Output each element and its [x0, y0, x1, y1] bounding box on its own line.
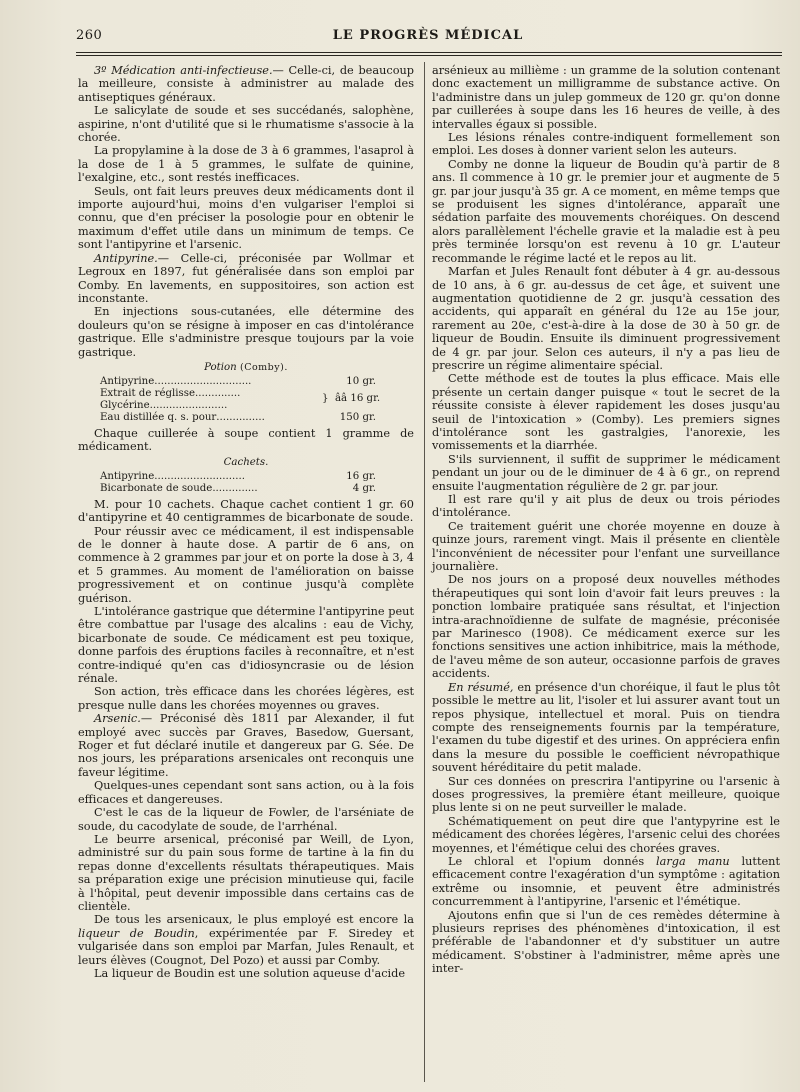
recipe-title: Cachets.: [223, 456, 269, 468]
paragraph: Chaque cuillerée à soupe contient 1 gramme de médicament.: [78, 426, 414, 454]
paragraph-text: — Préconisé dès 1811 par Alexander, il fut employé avec succès par Graves, Basedow, Guersant, Roger et fut déclaré inutile et dangereux par G. Sée. De nos jours, les préparations arsenicales ont reconquis une faveur légitime.: [78, 712, 414, 779]
section-heading: 3º Médication anti-infectieuse.: [94, 64, 273, 77]
journal-title: LE PROGRÈS MÉDICAL: [332, 28, 524, 43]
paragraph: Schématiquement on peut dire que l'antypyrine est le médicament des chorées légères, l'arsenic celui des chorées moyennes, et l'émétique celui des chorées graves.: [432, 814, 780, 855]
paragraph: Le salicylate de soude et ses succédanés, salophène, aspirine, n'ont d'utilité que si le rhumatisme s'associe à la chorée.: [78, 104, 414, 145]
paragraph: [432, 681, 780, 775]
paragraph-text: Le chloral et l'opium donnés: [448, 854, 657, 868]
section-heading: Antipyrine.: [94, 251, 158, 265]
recipe-row: Eau distillée q. s. pour............... 150 gr.: [100, 411, 376, 423]
paragraph: Les lésions rénales contre-indiquent formellement son emploi. Les doses à donner varient selon les auteurs.: [432, 131, 780, 158]
paragraph: Ce traitement guérit une chorée moyenne en douze à quinze jours, rarement vingt. Mais il présente en clientèle l'inconvénient de nécessiter pour l'enfant une surveillance journalière.: [432, 519, 780, 574]
paragraph: Il est rare qu'il y ait plus de deux ou trois périodes d'intolérance.: [432, 493, 780, 520]
recipe-title: [78, 362, 414, 374]
ingredient-qty: } ââ 16 gr.: [322, 392, 381, 404]
header-rule-thin: [76, 55, 782, 56]
paragraph: Cette méthode est de toutes la plus efficace. Mais elle présente un certain danger puisque « tout le secret de la réussite consiste à élever rapidement les doses jusqu'au seuil de l'intoxication » (Comby). Les premiers signes d'intolérance sont les gastralgies, l'anorexie, les vomissements et la diarrhée.: [432, 372, 780, 453]
paragraph: Sur ces données on prescrira l'antipyrine ou l'arsenic à doses progressives, la première étant meilleure, quoique plus lente si on ne peut surveiller le malade.: [432, 774, 780, 815]
italic-term: larga manu: [656, 854, 730, 868]
paragraph-text: luttent efficacement contre l'exagération d'un symptôme : agitation extrême ou insomnie, et peuvent être administrés concurremment à l'antipyrine, l'arsenic et l'émétique.: [432, 854, 780, 909]
paragraph: De nos jours on a proposé deux nouvelles méthodes thérapeutiques qui sont loin d'avoir fait leurs preuves : la ponction lombaire pratiquée sans résultat, et l'injection intra-arachnoïdienne de sulfate de magnésie, préconisée par Marinesco (1908). Ce médicament exerce sur les fonctions sensitives une action inhibitrice, mais la méthode, de l'aveu même de son auteur, occasionne parfois de graves accidents.: [432, 573, 780, 681]
paragraph-text: De tous les arsenicaux, le plus employé est encore la: [94, 913, 414, 927]
page-number: 260: [76, 28, 103, 43]
paragraph: [78, 252, 414, 306]
ingredient-qty: 16 gr.: [346, 470, 376, 482]
paragraph-text: en présence d'un choréique, il faut le plus tôt possible le mettre au lit, l'isoler et lui assurer avant tout un repos physique, intellectuel et moral. Puis on tiendra compte des renseignements fournis par la température, l'examen du tube digestif et des urines. On appréciera enfin dans la mesure du possible le coefficient névropathique souvent héréditaire du petit malade.: [432, 680, 780, 775]
ingredient-name: Extrait de réglisse: [100, 387, 196, 399]
paragraph: arsénieux au millième : un gramme de la solution contenant donc exactement un milligramme de substance active. On l'administre dans un julep gommeux de 120 gr. qu'on donne par cuillerées à soupe dans les 16 heures de veille, à des intervalles égaux si possible.: [432, 64, 780, 131]
ingredient-name: Eau distillée q. s. pour: [100, 411, 217, 423]
paragraph: [78, 64, 414, 104]
paragraph: Son action, très efficace dans les chorées légères, est presque nulle dans les chorées moyennes ou graves.: [78, 685, 414, 712]
ingredient-qty: 10 gr.: [346, 375, 376, 387]
paragraph: M. pour 10 cachets. Chaque cachet contient 1 gr. 60 d'antipyrine et 40 centigrammes de bicarbonate de soude.: [78, 497, 414, 525]
recipe-row: Antipyrine.............................. 10 gr.: [100, 375, 376, 387]
paragraph: Pour réussir avec ce médicament, il est indispensable de le donner à haute dose. A partir de 6 ans, on commence à 2 grammes par jour et on porte la dose à 3, 4 et 5 grammes. Au moment de l'amélioration on baisse progressivement et on continue jusqu'à complète guérison.: [78, 524, 414, 605]
header-rule: [76, 52, 782, 53]
recipe-row: Antipyrine............................ 16 gr.: [100, 470, 376, 482]
paragraph: Seuls, ont fait leurs preuves deux médicaments dont il importe aujourd'hui, moins d'en vulgariser l'emploi si connu, que d'en préciser la posologie pour en obtenir le maximum d'effet utile dans un minimum de temps. Ce sont l'antipyrine et l'arsenic.: [78, 184, 414, 252]
paragraph: [78, 712, 414, 779]
column-divider: [424, 62, 425, 1082]
paragraph-text: — Celle-ci, de beaucoup la meilleure, consiste à administrer au malade des antiseptiques généraux.: [78, 64, 415, 104]
paragraph-text: , expérimentée par F. Siredey et vulgarisée dans son emploi par Marfan, Jules Renault, et leurs élèves (Cougnot, Del Pozo) et aussi par Comby.: [78, 926, 414, 967]
paragraph: Marfan et Jules Renault font débuter à 4 gr. au-dessous de 10 ans, à 6 gr. au-dessus de cet âge, et suivent une augmentation quotidienne de 2 gr. jusqu'à cessation des accidents, qui apparaît en général du 12e au 15e jour, rarement au 20e, c'est-à-dire à la dose de 30 à 50 gr. de liqueur de Boudin. Ensuite ils diminuent progressivement de 4 gr. par jour. Selon ces auteurs, il n'y a pas lieu de prescrire un régime alimentaire spécial.: [432, 265, 780, 372]
paragraph: Comby ne donne la liqueur de Boudin qu'à partir de 8 ans. Il commence à 10 gr. le premier jour et augmente de 5 gr. par jour jusqu'à 35 gr. A ce moment, en même temps que se produisent les signes d'intolérance, apparaît une sédation parfaite des mouvements choréiques. On descend alors parallèlement l'échelle gravie et la maladie est à peu près terminée lorsqu'on est revenu à 10 gr. L'auteur recommande le régime lacté et le repos au lit.: [432, 157, 780, 265]
ingredient-qty: 4 gr.: [352, 482, 376, 494]
right-column: [432, 64, 780, 976]
recipe-author: (Comby).: [239, 361, 288, 373]
italic-term: liqueur de Boudin: [78, 926, 195, 940]
section-heading: Arsenic.: [94, 712, 141, 726]
ingredient-name: Glycérine: [100, 399, 150, 411]
paragraph: Quelques-unes cependant sont sans action, ou à la fois efficaces et dangereuses.: [78, 779, 414, 806]
recipe-row: Bicarbonate de soude.............. 4 gr.: [100, 482, 376, 494]
paragraph: Ajoutons enfin que si l'un de ces remèdes détermine à plusieurs reprises des phénomènes d'intoxication, il est préférable de l'abandonner et d'y substituer un autre médicament. S'obstiner à l'administrer, même après une inter-: [432, 908, 780, 976]
paragraph: La propylamine à la dose de 3 à 6 grammes, l'asaprol à la dose de 1 à 5 grammes, le sulfate de quinine, l'exalgine, etc., sont restés inefficaces.: [78, 144, 414, 185]
potion-recipe: [78, 362, 414, 424]
paragraph: L'intolérance gastrique que détermine l'antipyrine peut être combattue par l'usage des alcalins : eau de Vichy, bicarbonate de soude. Ce médicament est peu toxique, donne parfois des éruptions faciles à reconnaître, et n'est contre-indiqué qu'en cas d'idiosyncrasie ou de lésion rénale.: [78, 605, 414, 686]
ingredient-name: Antipyrine: [100, 375, 155, 387]
paragraph: C'est le cas de la liqueur de Fowler, de l'arséniate de soude, du cacodylate de soude, de l'arrhénal.: [78, 806, 414, 833]
italic-term: En résumé,: [448, 680, 514, 694]
recipe-title-text: Potion: [204, 361, 237, 373]
paragraph: Le beurre arsenical, préconisé par Weill, de Lyon, administré sur du pain sous forme de tartine à la fin du repas donne d'excellents résultats thérapeutiques. Mais sa préparation exige une précision minutieuse qui, facile à l'hôpital, peut devenir impossible dans certains cas de clientèle.: [78, 832, 414, 913]
paragraph: En injections sous-cutanées, elle détermine des douleurs qu'on se résigne à imposer en cas d'intolérance gastrique. Elle s'administre presque toujours par la voie gastrique.: [78, 305, 414, 359]
ingredient-name: Antipyrine: [100, 470, 155, 482]
paragraph-text: — Celle-ci, préconisée par Wollmar et Legroux en 1897, fut généralisée dans son emploi par Comby. En lavements, en suppositoires, son action est inconstante.: [78, 251, 414, 305]
ingredient-qty: 150 gr.: [339, 411, 376, 423]
cachets-recipe: [78, 457, 414, 495]
paragraph: S'ils surviennent, il suffit de supprimer le médicament pendant un jour ou de le diminuer de 4 à 6 gr., on reprend ensuite l'augmentation régulière de 2 gr. par jour.: [432, 452, 780, 493]
brace-qty-text: ââ 16 gr.: [334, 392, 381, 404]
paragraph: La liqueur de Boudin est une solution aqueuse d'acide: [94, 966, 406, 980]
paragraph: [432, 855, 780, 909]
left-column: [78, 64, 414, 980]
paragraph: [78, 913, 414, 967]
recipe-row: Extrait de réglisse.............. Glycérine........................ } ââ 16 gr.: [100, 387, 381, 411]
ingredient-name: Bicarbonate de soude: [100, 482, 213, 494]
running-head: [76, 26, 780, 46]
